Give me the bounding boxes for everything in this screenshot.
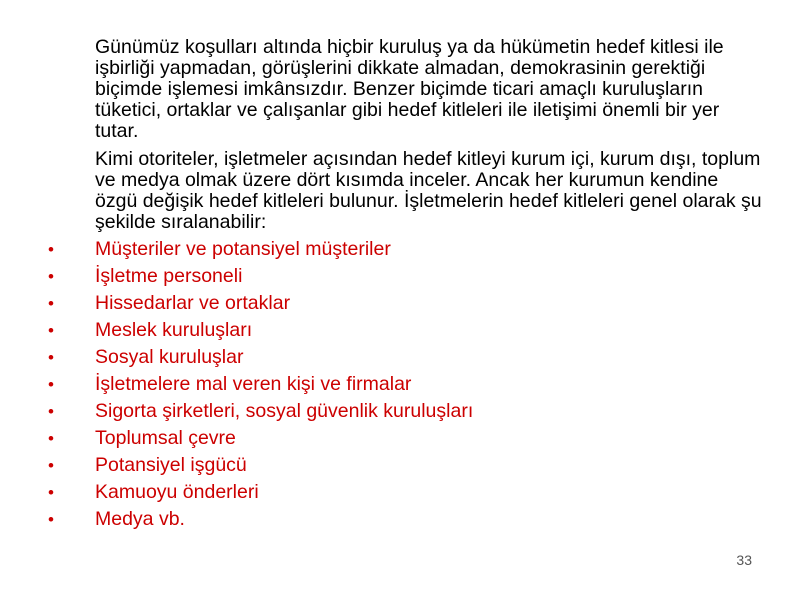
list-item-text: İşletmelere mal veren kişi ve firmalar (95, 373, 412, 395)
bullet-icon: • (48, 294, 54, 313)
list-item-text: Medya vb. (95, 508, 185, 530)
list-item-text: Kamuoyu önderleri (95, 481, 259, 503)
list-item (0, 427, 800, 454)
list-item-text: Toplumsal çevre (95, 427, 236, 449)
bullet-icon: • (48, 483, 54, 502)
list-item (0, 292, 800, 319)
list-item (0, 265, 800, 292)
bullet-icon: • (48, 240, 54, 259)
bullet-icon: • (48, 321, 54, 340)
list-item-text: Müşteriler ve potansiyel müşteriler (95, 238, 391, 260)
list-item (0, 319, 800, 346)
bullet-icon: • (48, 267, 54, 286)
bullet-icon: • (48, 429, 54, 448)
bullet-icon: • (48, 348, 54, 367)
list-item (0, 481, 800, 508)
list-item-text: Sosyal kuruluşlar (95, 346, 244, 368)
list-item-text: Meslek kuruluşları (95, 319, 253, 341)
list-item (0, 508, 800, 535)
page-number: 33 (736, 552, 752, 568)
list-item (0, 454, 800, 481)
bullet-icon: • (48, 375, 54, 394)
bullet-icon: • (48, 456, 54, 475)
list-item (0, 400, 800, 427)
bullet-icon: • (48, 510, 54, 529)
list-item-text: Potansiyel işgücü (95, 454, 247, 476)
list-item-text: Sigorta şirketleri, sosyal güvenlik kuruluşları (95, 400, 474, 422)
list-item-text: Hissedarlar ve ortaklar (95, 292, 291, 314)
list-item (0, 373, 800, 400)
audience-paragraph: Kimi otoriteler, işletmeler açısından hedef kitleyi kurum içi, kurum dışı, toplum ve medya olmak üzere dört kısımda inceler. Ancak her kurumun kendine özgü değişik hedef kitleleri bulunur. İşletmelerin hedef kitleleri genel olarak şu şekilde sıralanabilir: (95, 148, 762, 233)
list-item-text: İşletme personeli (95, 265, 243, 287)
bullet-icon: • (48, 402, 54, 421)
list-item (0, 238, 800, 265)
intro-paragraph: Günümüz koşulları altında hiçbir kuruluş ya da hükümetin hedef kitlesi ile işbirliği yapmadan, görüşlerini dikkate almadan, demokrasinin gerektiği biçimde işlemesi imkânsızdır. Benzer biçimde ticari amaçlı kuruluşların tüketici, ortaklar ve çalışanlar gibi hedef kitleleri ile iletişimi önemli bir yer tutar. (95, 36, 724, 142)
audience-list (0, 238, 800, 535)
list-item (0, 346, 800, 373)
